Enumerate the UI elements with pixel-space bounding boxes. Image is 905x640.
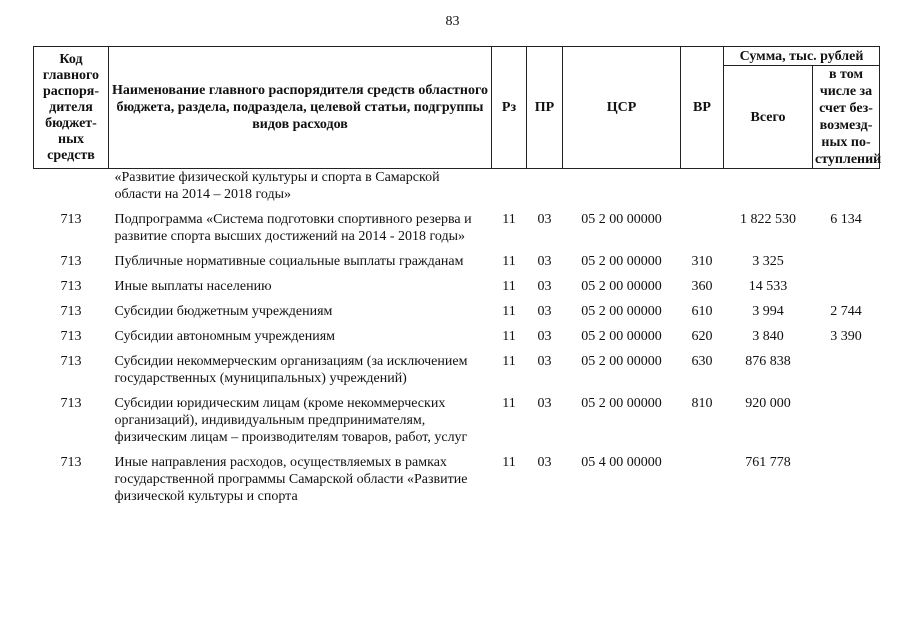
row-name: Иные выплаты населению — [114, 279, 272, 294]
row-total — [724, 169, 813, 208]
row-free — [813, 274, 880, 299]
table-header — [34, 47, 880, 169]
row-code: 713 — [60, 329, 82, 344]
table-row — [34, 450, 880, 509]
row-name: Субсидии юридическим лицам (кроме некоммерческих организаций), индивидуальным предпринимателям, физическим лицам – производителям товаров, работ, услуг — [114, 396, 468, 445]
row-name: Субсидии автономным учреждениям — [114, 329, 336, 344]
table-row — [34, 324, 880, 349]
row-name: Субсидии бюджетным учреждениям — [114, 304, 333, 319]
row-free — [813, 349, 880, 391]
row-vr — [681, 207, 724, 249]
row-total: 920 000 — [745, 396, 791, 411]
header-vr: ВР — [681, 47, 724, 169]
row-pr — [527, 169, 563, 208]
header-code: Код главного распоря-дителя бюджет-ных средств — [34, 47, 109, 169]
row-csr: 05 2 00 00000 — [581, 304, 662, 319]
row-free — [813, 169, 880, 208]
row-rz: 11 — [502, 354, 516, 369]
row-total: 1 822 530 — [740, 212, 796, 227]
header-free: в том числе за счет без-возмезд-ных по-ступлений — [813, 66, 880, 169]
row-pr: 03 — [537, 396, 552, 411]
row-vr: 620 — [691, 329, 713, 344]
row-vr: 610 — [691, 304, 713, 319]
row-rz — [492, 169, 527, 208]
row-csr: 05 2 00 00000 — [581, 254, 662, 269]
row-rz: 11 — [502, 254, 516, 269]
row-pr: 03 — [537, 279, 552, 294]
row-free — [813, 450, 880, 509]
row-csr: 05 2 00 00000 — [581, 279, 662, 294]
table-row — [34, 391, 880, 450]
row-csr: 05 2 00 00000 — [581, 329, 662, 344]
row-code: 713 — [60, 396, 82, 411]
table-row — [34, 207, 880, 249]
row-csr: 05 4 00 00000 — [581, 455, 662, 470]
row-code — [34, 169, 109, 208]
row-code: 713 — [60, 279, 82, 294]
row-vr — [681, 450, 724, 509]
row-pr: 03 — [537, 254, 552, 269]
table-row — [34, 249, 880, 274]
row-pr: 03 — [537, 304, 552, 319]
row-pr: 03 — [537, 354, 552, 369]
row-total: 3 994 — [752, 304, 784, 319]
row-code: 713 — [60, 254, 82, 269]
row-pr: 03 — [537, 329, 552, 344]
row-csr: 05 2 00 00000 — [581, 212, 662, 227]
row-csr: 05 2 00 00000 — [581, 396, 662, 411]
header-csr: ЦСР — [563, 47, 681, 169]
row-csr — [563, 169, 681, 208]
header-pr: ПР — [527, 47, 563, 169]
row-free: 3 390 — [830, 329, 862, 344]
row-pr: 03 — [537, 455, 552, 470]
row-name: Субсидии некоммерческим организациям (за исключением государственных (муниципальных) учреждений) — [114, 354, 468, 386]
table-row — [34, 299, 880, 324]
row-code: 713 — [60, 354, 82, 369]
budget-table — [33, 46, 880, 509]
row-vr: 810 — [691, 396, 713, 411]
row-vr: 360 — [691, 279, 713, 294]
table-row — [34, 349, 880, 391]
row-name: Подпрограмма «Система подготовки спортивного резерва и развитие спорта высших достижений на 2014 - 2018 годы» — [114, 212, 472, 244]
header-rz: Рз — [492, 47, 527, 169]
row-free: 2 744 — [830, 304, 862, 319]
row-free — [813, 391, 880, 450]
row-rz: 11 — [502, 279, 516, 294]
row-free: 6 134 — [830, 212, 862, 227]
row-name: Иные направления расходов, осуществляемых в рамках государственной программы Самарской области «Развитие физической культуры и спорта — [114, 455, 468, 504]
table-row — [34, 169, 880, 208]
row-name: «Развитие физической культуры и спорта в Самарской области на 2014 – 2018 годы» — [114, 170, 440, 202]
row-rz: 11 — [502, 396, 516, 411]
row-total: 14 533 — [748, 279, 788, 294]
row-code: 713 — [60, 455, 82, 470]
row-total: 876 838 — [745, 354, 791, 369]
row-vr: 630 — [691, 354, 713, 369]
row-vr: 310 — [691, 254, 713, 269]
header-name: Наименование главного распорядителя средств областного бюджета, раздела, подраздела, целевой статьи, подгруппы видов расходов — [109, 47, 492, 169]
table-row — [34, 274, 880, 299]
row-code: 713 — [60, 304, 82, 319]
row-free — [813, 249, 880, 274]
row-rz: 11 — [502, 304, 516, 319]
row-rz: 11 — [502, 329, 516, 344]
row-total: 761 778 — [745, 455, 791, 470]
row-name: Публичные нормативные социальные выплаты гражданам — [114, 254, 464, 269]
row-total: 3 325 — [752, 254, 784, 269]
row-vr — [681, 169, 724, 208]
table-body — [34, 169, 880, 510]
row-rz: 11 — [502, 212, 516, 227]
header-sum: Сумма, тыс. рублей — [724, 47, 880, 66]
row-rz: 11 — [502, 455, 516, 470]
row-total: 3 840 — [752, 329, 784, 344]
row-csr: 05 2 00 00000 — [581, 354, 662, 369]
row-code: 713 — [60, 212, 82, 227]
page-number: 83 — [445, 14, 460, 29]
row-pr: 03 — [537, 212, 552, 227]
header-total: Всего — [724, 66, 813, 169]
